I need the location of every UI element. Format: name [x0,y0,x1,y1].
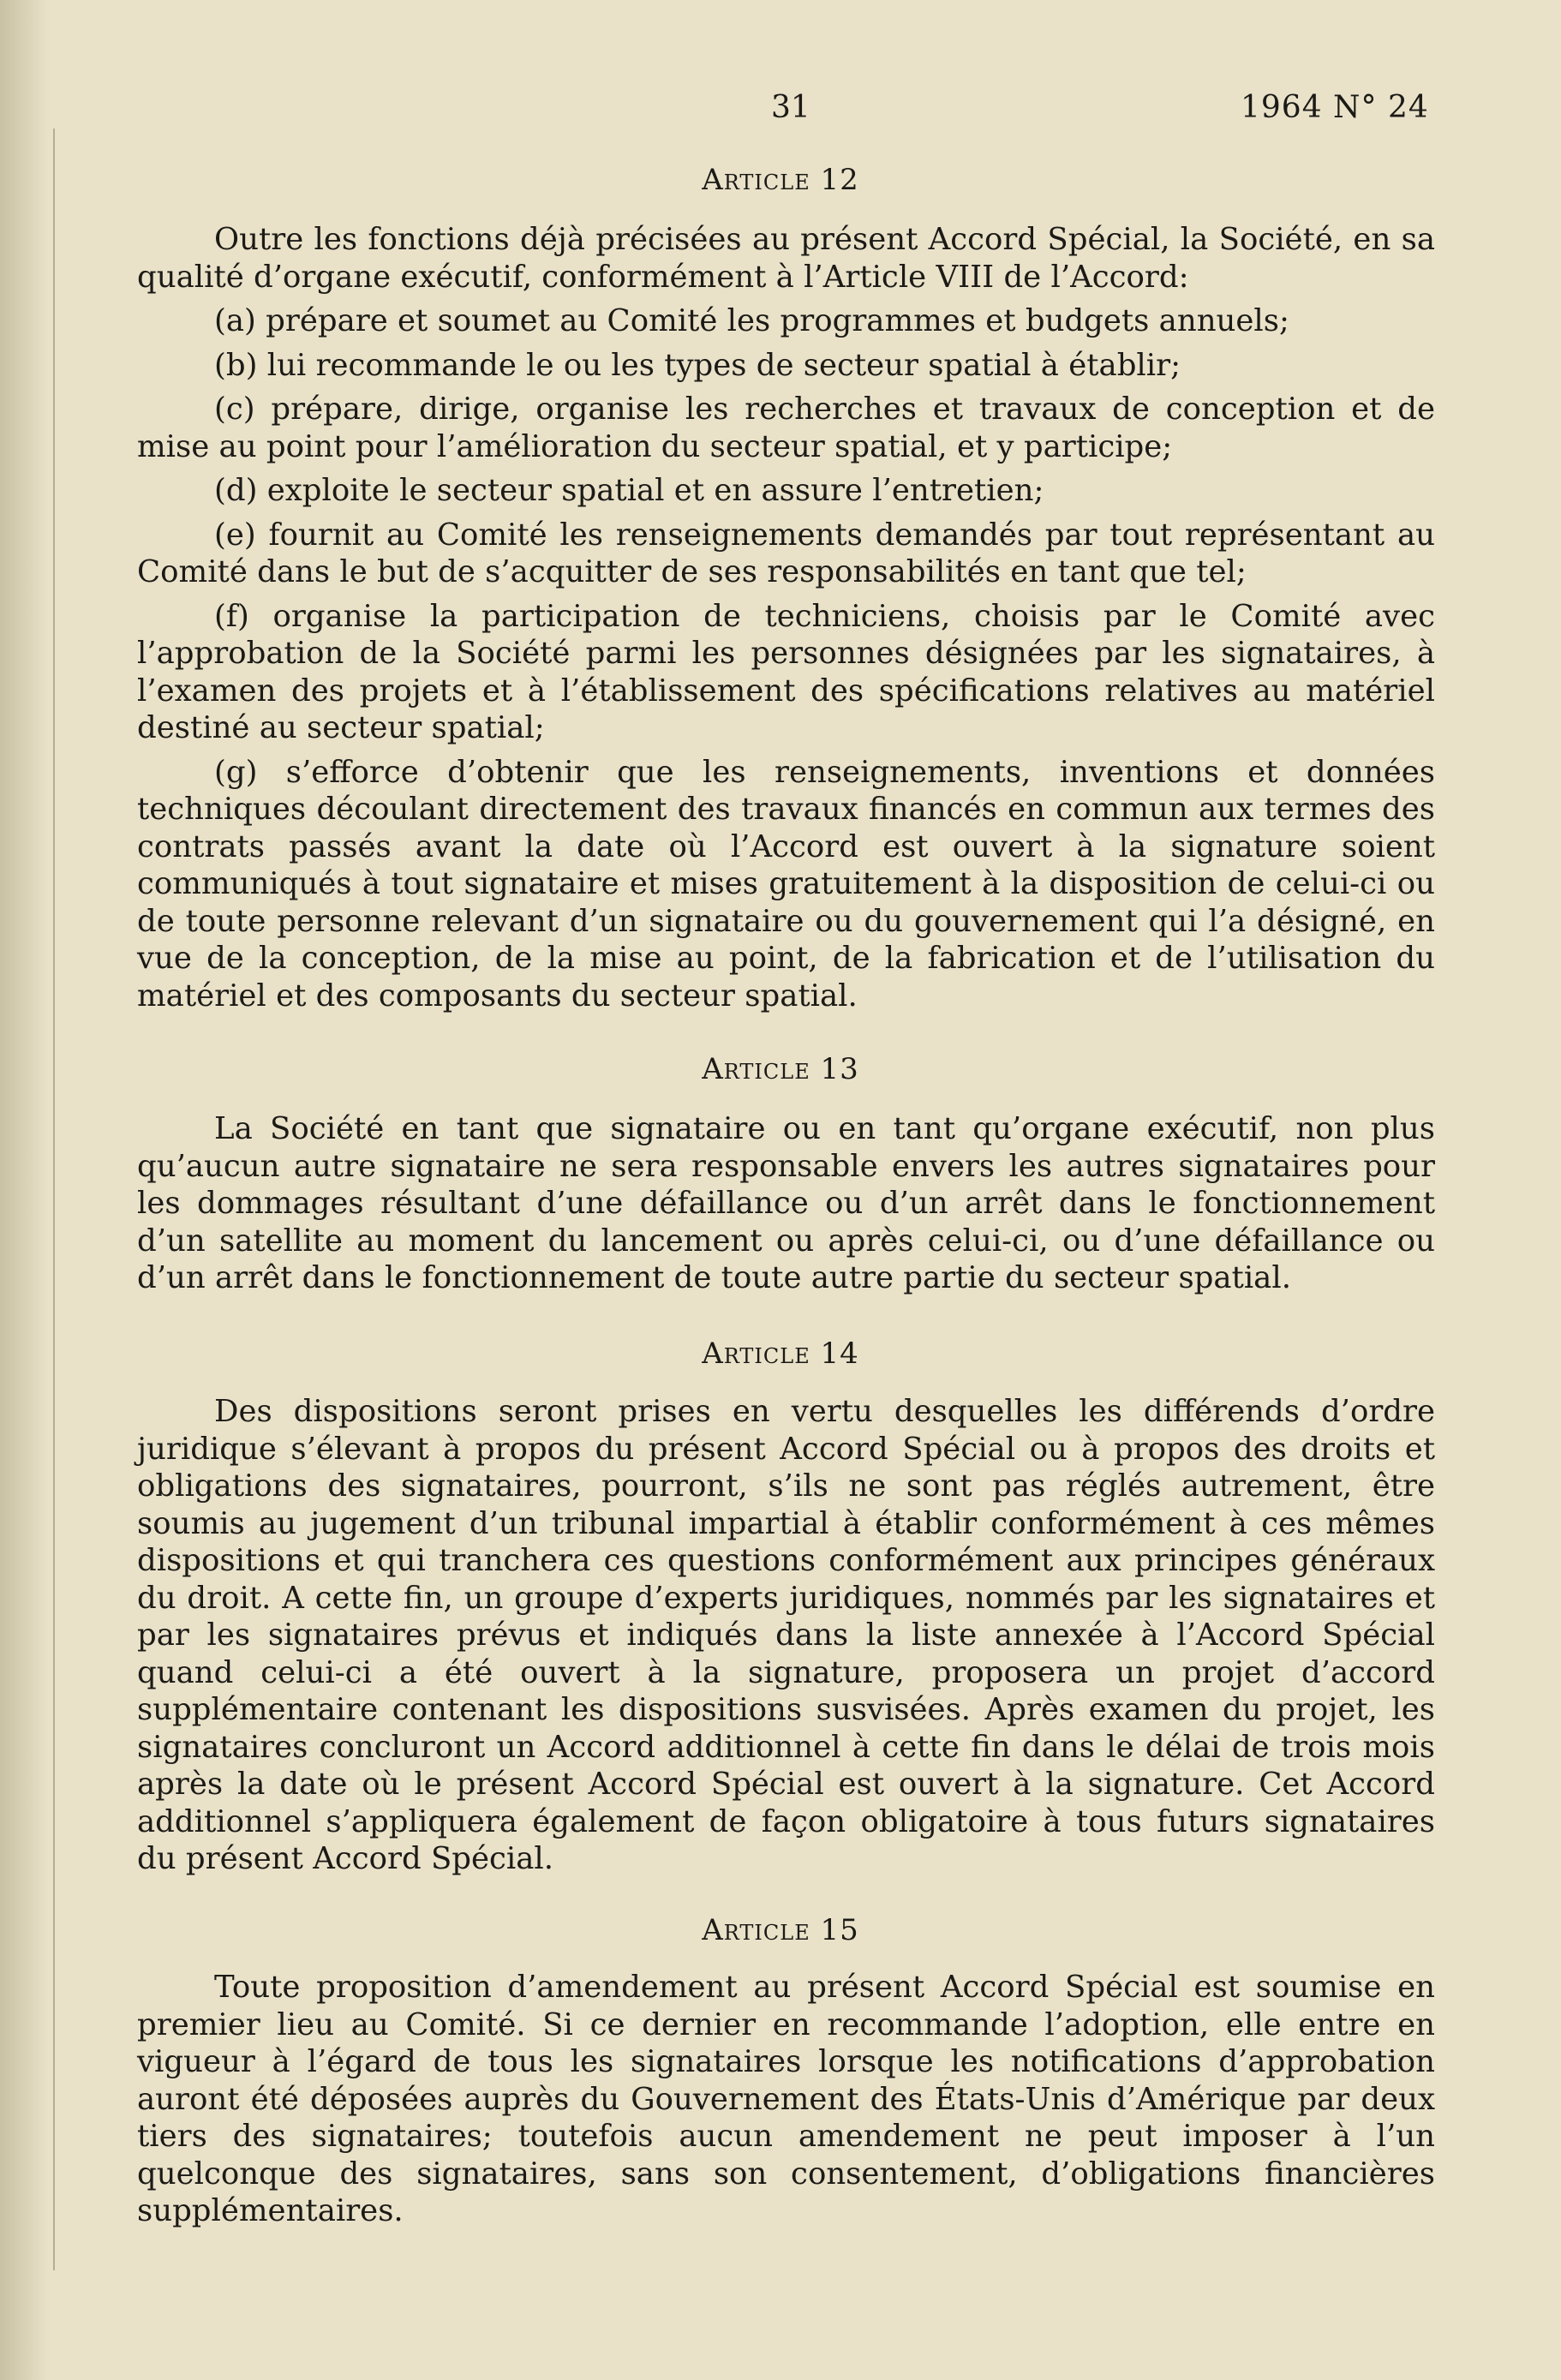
article-12-item-b: (b) lui recommande le ou les types de secteur spatial à établir; [214,347,1181,383]
article-12-item-e: (e) fournit au Comité les renseignements demandés par tout représentant au Comité dans le but de s’acquitter de ses responsabilités en tant que tel; [137,517,1435,589]
article-13-body [137,1110,1435,1304]
article-14-body [137,1393,1435,1885]
article-12-item-f: (f) organise la participation de techniciens, choisis par le Comité avec l’approbation de la Société parmi les personnes désignées par les signataires, à l’examen des projets et à l’établissement des spécifications relatives au matériel destiné au secteur spatial; [137,598,1435,745]
article-12-intro: Outre les fonctions déjà précisées au présent Accord Spécial, la Société, en sa qualité d’organe exécutif, conformément à l’Article VIII de l’Accord: [137,222,1435,295]
article-15-text: Toute proposition d’amendement au présent Accord Spécial est soumise en premier lieu au Comité. Si ce dernier en recommande l’adoption, elle entre en vigueur à l’égard de tous les signataires lorsque les notifications d’approbation auront été déposées auprès du Gouvernement des États-Unis d’Amérique par deux tiers des signataires; toutefois aucun amendement ne peut imposer à l’un quelconque des signataires, sans son consentement, d’obligations financières supplémentaires. [137,1970,1435,2228]
article-12-heading: Article 12 [702,163,859,197]
page-number: 31 [771,90,810,125]
article-13-heading: Article 13 [702,1052,859,1086]
article-12-item-d: (d) exploite le secteur spatial et en assure l’entretien; [214,473,1044,508]
treaty-reference: 1964 N° 24 [1241,90,1429,125]
page-binding-edge [0,0,50,2380]
article-12-item-a: (a) prépare et soumet au Comité les programmes et budgets annuels; [214,303,1289,338]
binding-shadow-line [53,129,55,2270]
article-12-item-g: (g) s’efforce d’obtenir que les renseignements, inventions et données techniques découlant directement des travaux financés en commun aux termes des contrats passés avant la date où l’Accord est ouvert à la signature soient communiqués à tout signataire et mises gratuitement à la disposition de celui-ci ou de toute personne relevant d’un signataire ou du gouvernement qui l’a désigné, en vue de la conception, de la mise au point, de la fabrication et de l’utilisation du matériel et des composants du secteur spatial. [137,754,1435,1014]
article-12-item-c: (c) prépare, dirige, organise les recherches et travaux de conception et de mise au point pour l’amélioration du secteur spatial, et y participe; [137,392,1435,464]
article-14-heading: Article 14 [702,1337,859,1371]
article-15-heading: Article 15 [702,1913,859,1947]
article-15-body [137,1969,1435,2237]
article-14-text: Des dispositions seront prises en vertu desquelles les différends d’ordre juridique s’élevant à propos du présent Accord Spécial ou à propos des droits et obligations des signataires, pourront, s’ils ne sont pas réglés autrement, être soumis au jugement d’un tribunal impartial à établir conformément à ces mêmes dispositions et qui tranchera ces questions conformément aux principes généraux du droit. A cette fin, un groupe d’experts juridiques, nommés par les signataires et par les signataires prévus et indiqués dans la liste annexée à l’Accord Spécial quand celui-ci a été ouvert à la signature, proposera un projet d’accord supplémentaire contenant les dispositions susvisées. Après examen du projet, les signataires concluront un Accord additionnel à cette fin dans le délai de trois mois après la date où le présent Accord Spécial est ouvert à la signature. Cet Accord additionnel s’appliquera également de façon obligatoire à tous futurs signataires du présent Accord Spécial. [137,1394,1435,1876]
article-12-body [137,221,1435,1021]
article-13-text: La Société en tant que signataire ou en tant qu’organe exécutif, non plus qu’aucun autre signataire ne sera responsable envers les autres signataires pour les dommages résultant d’une défaillance ou d’un arrêt dans le fonctionnement d’un satellite au moment du lancement ou après celui-ci, ou d’une défaillance ou d’un arrêt dans le fonctionnement de toute autre partie du secteur spatial. [137,1111,1435,1295]
